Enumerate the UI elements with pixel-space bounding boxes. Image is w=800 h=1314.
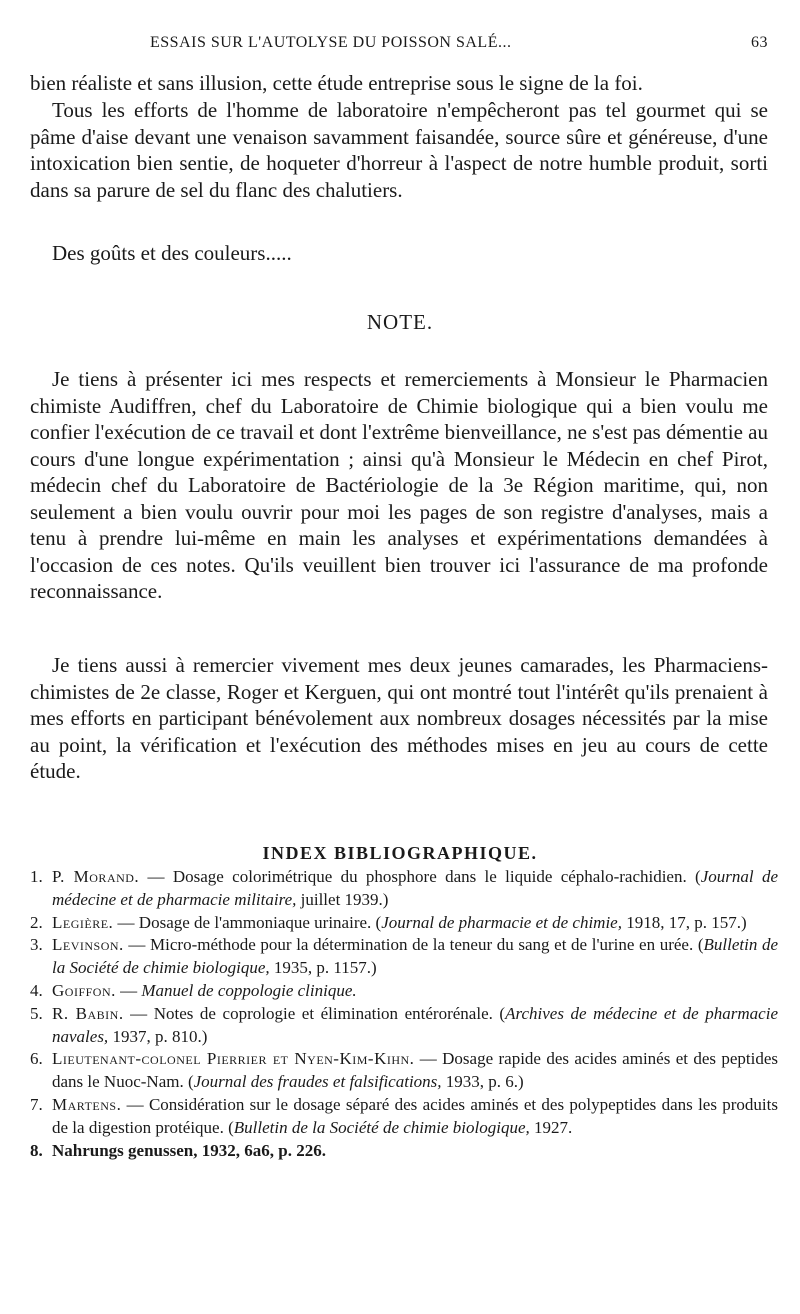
entry-ref: 1935, p. 1157.) [269, 958, 377, 978]
entry-number: 1. [30, 867, 43, 886]
entry-number: 6. [30, 1049, 43, 1069]
note-heading: NOTE. [366, 310, 434, 334]
entry-ref: 1933, p. 6.) [441, 1072, 524, 1092]
bibliography-heading: INDEX BIBLIOGRAPHIQUE. [262, 843, 538, 863]
running-head [30, 34, 770, 58]
entry-author: R. Babin. [52, 1003, 124, 1023]
bibliography-entry [30, 1003, 778, 1049]
entry-ref: 1937, p. 810.) [108, 1026, 208, 1046]
entry-source: Journal de pharmacie et de chimie, [381, 912, 622, 932]
entry-author: Goiffon. [52, 980, 116, 1000]
entry-author: Levinson. [52, 935, 124, 955]
bibliography-entry [30, 1140, 778, 1163]
entry-source: Bulletin de la Société de chimie biologique, [233, 1117, 530, 1137]
page-number: 63 [751, 34, 768, 51]
entry-source: Journal des fraudes et falsifications, [193, 1072, 442, 1092]
entry-number: 8. [30, 1140, 43, 1160]
entry-title: — [115, 980, 142, 1000]
entry-author: Nahrungs genussen, [52, 1140, 198, 1160]
bibliography-entry [30, 1094, 778, 1140]
entry-title: — Dosage rapide des acides aminés et des peptides dans le Nuoc-Nam. ( [52, 1049, 778, 1092]
note-paragraph-1: Je tiens à présenter ici mes respects et remerciements à Monsieur le Pharmacien chimiste Audiffren, chef du Laboratoire de Chimie biologique qui a bien voulu me confier l'exécution de ce travail et dont l'extrême bienveillance, ne s'est pas démentie au cours d'une longue expérimentation ; ainsi qu'à Monsieur le Médecin en chef Pirot, médecin chef du Laboratoire de Bactériologie de la 3e Région maritime, qui, non seulement a bien voulu ouvrir pour moi les pages de son registre d'analyses, mais a tenu à prendre lui-même en main les analyses et expérimentations demandées à l'occasion de ces notes. Qu'ils veuillent bien trouver ici l'assurance de ma profonde reconnaissance. [30, 367, 768, 603]
entry-source: Bulletin de la Société de chimie biologique, [52, 935, 778, 978]
entry-number: 4. [30, 980, 43, 1000]
entry-ref: 1927. [529, 1117, 573, 1137]
intro-paragraph-continued: bien réaliste et sans illusion, cette étude entreprise sous le signe de la foi. [30, 71, 643, 95]
entry-number: 7. [30, 1094, 43, 1114]
entry-ref: juillet 1939.) [296, 889, 389, 909]
entry-number: 2. [30, 912, 43, 932]
entry-number: 3. [30, 935, 43, 955]
bibliography-entry [30, 980, 778, 1003]
entry-author: Lieutenant-colonel Pierrier et Nyen-Kim-Kihn. [52, 1049, 415, 1069]
entry-title: — Notes de coprologie et élimination entérorénale. ( [123, 1003, 506, 1023]
entry-author: Martens. [52, 1094, 122, 1114]
entry-title: — Dosage colorimétrique du phosphore dans le liquide céphalo-rachidien. ( [139, 867, 701, 886]
bibliography-list [30, 866, 778, 1162]
note-paragraph-2: Je tiens aussi à remercier vivement mes deux jeunes camarades, les Pharmaciens-chimistes de 2e classe, Roger et Kerguen, qui ont montré tout l'intérêt qu'ils prenaient à mes efforts en participant bénévolement aux nombreux dosages nécessités par la mise au point, la vérification et l'exécution des méthodes mises en jeu au cours de cette étude. [30, 653, 768, 783]
intro-closing-line: Des goûts et des couleurs..... [52, 241, 292, 265]
running-title: ESSAIS SUR L'AUTOLYSE DU POISSON SALÉ... [150, 34, 512, 51]
bibliography-entry [30, 934, 778, 980]
entry-author: Legière. [52, 912, 114, 932]
entry-title: — Dosage de l'ammoniaque urinaire. ( [113, 912, 382, 932]
entry-source: Manuel de coppologie clinique. [141, 980, 357, 1000]
bibliography-entry [30, 1048, 778, 1094]
entry-source: Archives de médecine et de pharmacie navales, [52, 1003, 778, 1046]
bibliography-entry [30, 866, 778, 912]
intro-paragraph: Tous les efforts de l'homme de laboratoire n'empêcheront pas tel gourmet qui se pâme d'aise devant une venaison savamment faisandée, source sûre et généreuse, d'une intoxication bien sentie, de hoqueter d'horreur à l'aspect de notre humble produit, sorti dans sa parure de sel du flanc des chalutiers. [30, 98, 768, 202]
entry-title: — Micro-méthode pour la détermination de la teneur du sang et de l'urine en urée. ( [123, 935, 704, 955]
bibliography-entry [30, 912, 778, 935]
entry-author: P. Morand. [52, 867, 140, 886]
entry-title: — Considération sur le dosage séparé des acides aminés et des polypeptides dans les produits de la digestion protéique. ( [52, 1094, 778, 1137]
entry-title: 1932, 6a6, p. 226. [197, 1140, 326, 1160]
entry-ref: 1918, 17, p. 157.) [621, 912, 747, 932]
entry-source: Journal de médecine et de pharmacie militaire, [52, 867, 778, 909]
entry-number: 5. [30, 1003, 43, 1023]
